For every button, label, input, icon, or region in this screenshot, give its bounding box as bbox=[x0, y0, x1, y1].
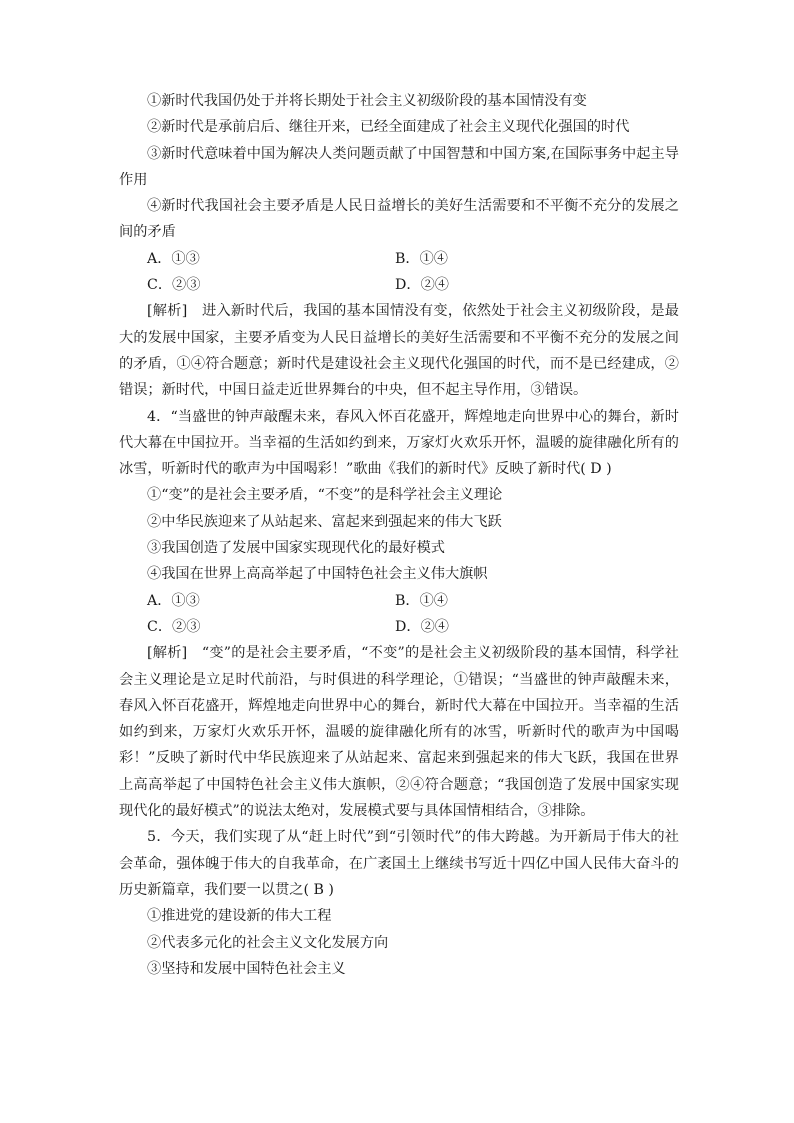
q4-option-3: ③我国创造了发展中国家实现现代化的最好模式 bbox=[147, 540, 445, 557]
q3-choices-row-2 bbox=[119, 272, 679, 298]
q3-choices-row-1 bbox=[119, 246, 679, 272]
q4-choice-a: A．①③ bbox=[147, 592, 200, 609]
page-content bbox=[119, 88, 679, 982]
q4-choice-b: B．①④ bbox=[395, 592, 448, 609]
q3-choice-a: A．①③ bbox=[147, 250, 200, 267]
q5-stem: 5．今天，我们实现了从“赶上时代”到“引领时代”的伟大跨越。为开新局于伟大的社会革命，强体魄于伟大的自我革命，在广袤国土上继续书写近十四亿中国人民伟大奋斗的历史新篇章，我们要一以贯之( B ) bbox=[119, 829, 679, 898]
q3-choice-d: D．②④ bbox=[395, 277, 449, 294]
q3-analysis: [解析] 进入新时代后，我国的基本国情没有变，依然处于社会主义初级阶段，是最大的发展中国家，主要矛盾变为人民日益增长的美好生活需要和不平衡不充分的发展之间的矛盾，①④符合题意；新时代是建设社会主义现代化强国的时代，而不是已经建成，②错误；新时代，中国日益走近世界舞台的中央，但不起主导作用，③错误。 bbox=[119, 303, 679, 399]
q3-choice-b: B．①④ bbox=[395, 250, 448, 267]
q3-option-3: ③新时代意味着中国为解决人类问题贡献了中国智慧和中国方案,在国际事务中起主导作用 bbox=[119, 145, 679, 188]
q4-choice-d: D．②④ bbox=[395, 618, 449, 635]
q5-option-2: ②代表多元化的社会主义文化发展方向 bbox=[147, 934, 389, 951]
q4-choice-c: C．②③ bbox=[147, 618, 201, 635]
q5-option-1: ①推进党的建设新的伟大工程 bbox=[147, 908, 332, 925]
q3-option-1: ①新时代我国仍处于并将长期处于社会主义初级阶段的基本国情没有变 bbox=[147, 93, 587, 109]
q4-choices-row-1 bbox=[119, 588, 679, 614]
q4-stem: 4．“当盛世的钟声敲醒未来，春风入怀百花盛开，辉煌地走向世界中心的舞台，新时代大幕在中国拉开。当幸福的生活如约到来，万家灯火欢乐开怀，温暖的旋律融化所有的冰雪，听新时代的歌声为中国喝彩！”歌曲《我们的新时代》反映了新时代( D ) bbox=[119, 408, 679, 478]
q4-option-1: ①“变”的是社会主要矛盾，“不变”的是科学社会主义理论 bbox=[147, 487, 503, 504]
q4-option-2: ②中华民族迎来了从站起来、富起来到强起来的伟大飞跃 bbox=[147, 513, 502, 530]
q3-option-4: ④新时代我国社会主要矛盾是人民日益增长的美好生活需要和不平衡不充分的发展之间的矛盾 bbox=[119, 198, 679, 241]
q4-choices-row-2 bbox=[119, 614, 679, 640]
q5-option-3: ③坚持和发展中国特色社会主义 bbox=[147, 960, 346, 977]
q4-analysis: [解析] “变”的是社会主要矛盾，“不变”的是社会主义初级阶段的基本国情，科学社会主义理论是立足时代前沿，与时俱进的科学理论，①错误；“当盛世的钟声敲醒未来，春风入怀百花盛开，辉煌地走向世界中心的舞台，新时代大幕在中国拉开。当幸福的生活如约到来，万家灯火欢乐开怀，温暖的旋律融化所有的冰雪，听新时代的歌声为中国喝彩！”反映了新时代中华民族迎来了从站起来、富起来到强起来的伟大飞跃，我国在世界上高高举起了中国特色社会主义伟大旗帜，②④符合题意；“我国创造了发展中国家实现现代化的最好模式”的说法太绝对，发展模式要与具体国情相结合，③排除。 bbox=[119, 645, 679, 820]
q3-choice-c: C．②③ bbox=[147, 277, 201, 294]
q4-option-4: ④我国在世界上高高举起了中国特色社会主义伟大旗帜 bbox=[147, 566, 488, 583]
q3-option-2: ②新时代是承前启后、继往开来，已经全面建成了社会主义现代化强国的时代 bbox=[147, 119, 630, 136]
